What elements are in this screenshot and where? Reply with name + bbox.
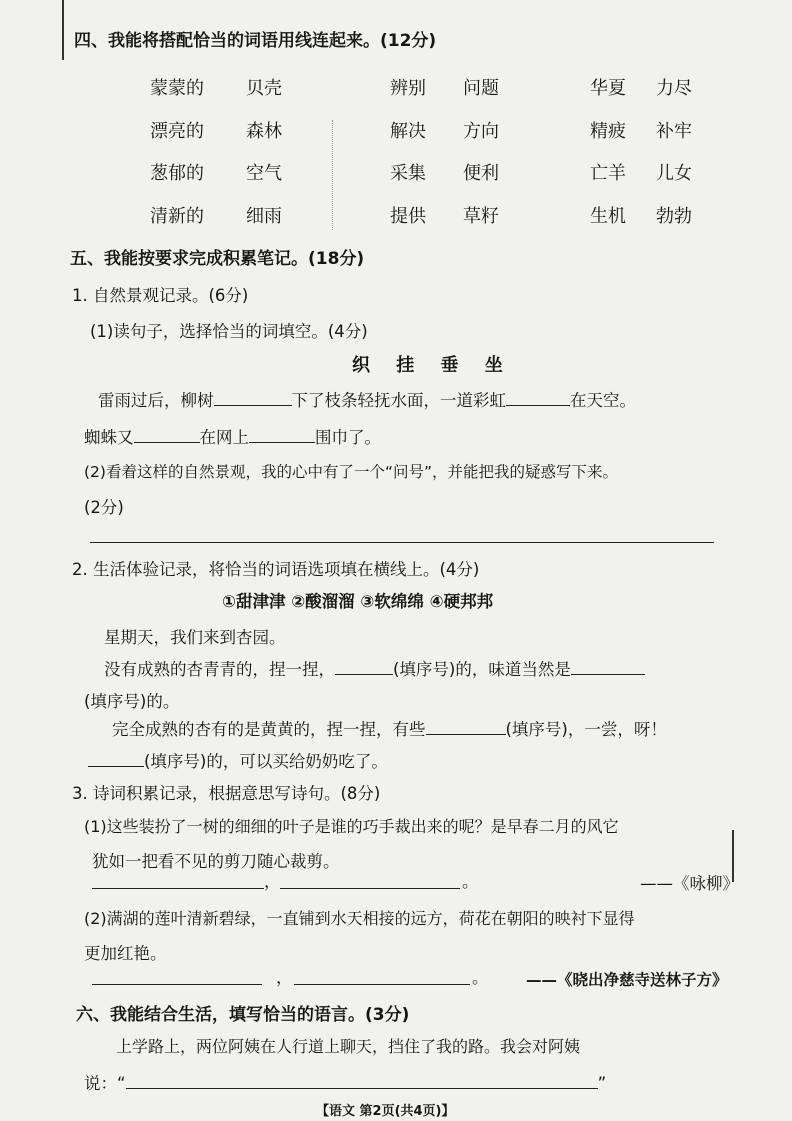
q5-3-title: 3. 诗词积累记录，根据意思写诗句。(8分) <box>72 784 381 803</box>
match-word[interactable]: 草籽 <box>463 205 499 227</box>
q4-group2-right <box>463 68 499 238</box>
answer-blank[interactable] <box>214 389 292 406</box>
q4-group2-left <box>390 68 426 238</box>
match-word[interactable]: 补牢 <box>656 120 692 142</box>
match-word[interactable]: 细雨 <box>246 205 282 227</box>
period: 。 <box>472 968 489 987</box>
q5-1-sentence-1: 雷雨过后，柳树 下了枝条轻抚水面，一道彩虹 在天空。 <box>98 391 636 410</box>
poem-source: ——《咏柳》 <box>640 874 739 893</box>
q5-2-line-3: (填序号)的。 <box>84 692 180 711</box>
q5-3-1-line-2: 犹如一把看不见的剪刀随心裁剪。 <box>92 852 340 871</box>
answer-blank[interactable] <box>571 658 645 675</box>
poem-source: ——《晓出净慈寺送林子方》 <box>526 971 728 989</box>
q5-2-line-4: 完全成熟的杏有的是黄黄的，捏一捏，有些 (填序号)，一尝，呀！ <box>112 720 667 739</box>
word-bank: 织 挂 垂 坐 <box>352 355 513 376</box>
column-divider <box>332 120 333 230</box>
match-word[interactable]: 清新的 <box>150 205 204 227</box>
q5-3-1-line-1: (1)这些装扮了一树的细细的叶子是谁的巧手裁出来的呢？是早春二月的风它 <box>84 817 619 836</box>
match-word[interactable]: 辨别 <box>390 78 426 99</box>
poem-answer-line[interactable] <box>280 888 460 889</box>
answer-blank[interactable] <box>335 658 393 675</box>
q4-title: 四、我能将搭配恰当的词语用线连起来。(12分) <box>74 31 437 51</box>
match-word[interactable]: 问题 <box>463 78 499 99</box>
poem-answer-line[interactable] <box>92 984 262 985</box>
answer-blank[interactable] <box>88 750 144 767</box>
match-word[interactable]: 空气 <box>246 163 282 184</box>
answer-blank[interactable] <box>134 426 200 443</box>
match-word[interactable]: 贝壳 <box>246 78 282 99</box>
poem-answer-line[interactable] <box>92 888 264 889</box>
q5-2-line-2: 没有成熟的杏青青的，捏一捏， (填序号)的，味道当然是 <box>104 656 645 680</box>
match-word[interactable]: 蒙蒙的 <box>150 78 204 99</box>
match-word[interactable]: 华夏 <box>590 78 626 99</box>
match-word[interactable]: 力尽 <box>656 78 692 99</box>
q5-1-title: 1. 自然景观记录。(6分) <box>72 286 249 305</box>
q5-3-2-line-2: 更加红艳。 <box>84 944 167 963</box>
match-word[interactable]: 精疲 <box>590 120 626 142</box>
answer-blank[interactable] <box>249 426 315 443</box>
q4-group3-right <box>656 68 692 238</box>
match-word[interactable]: 儿女 <box>656 163 692 184</box>
q5-1-2-score: (2分) <box>84 498 124 517</box>
answer-line[interactable] <box>90 542 714 543</box>
match-word[interactable]: 提供 <box>390 205 426 227</box>
match-word[interactable]: 亡羊 <box>590 163 626 184</box>
q4-group1-left <box>150 68 204 238</box>
q5-1-sentence-2: 蜘蛛又 在网上 围巾了。 <box>84 428 381 447</box>
option-list: ①甜津津 ②酸溜溜 ③软绵绵 ④硬邦邦 <box>222 592 494 611</box>
match-word[interactable]: 勃勃 <box>656 205 692 227</box>
comma: ， <box>276 968 293 987</box>
answer-blank[interactable] <box>506 389 570 406</box>
q6-line-2: 说：“ ” <box>84 1074 607 1093</box>
q6-line-1: 上学路上，两位阿姨在人行道上聊天，挡住了我的路。我会对阿姨 <box>116 1037 581 1056</box>
q4-group1-right <box>246 68 282 238</box>
answer-blank[interactable] <box>126 1072 598 1089</box>
match-word[interactable]: 葱郁的 <box>150 163 204 184</box>
match-word[interactable]: 漂亮的 <box>150 120 204 142</box>
comma: ， <box>264 872 281 891</box>
q5-2-title: 2. 生活体验记录，将恰当的词语选项填在横线上。(4分) <box>72 560 480 579</box>
q4-group3-left <box>590 68 626 238</box>
match-word[interactable]: 森林 <box>246 120 282 142</box>
match-word[interactable]: 便利 <box>463 163 499 184</box>
page-footer: 【语文 第2页(共4页)】 <box>316 1104 455 1119</box>
answer-blank[interactable] <box>426 718 506 735</box>
period: 。 <box>462 872 479 891</box>
match-word[interactable]: 采集 <box>390 163 426 184</box>
match-word[interactable]: 生机 <box>590 205 626 227</box>
match-word[interactable]: 方向 <box>463 120 499 142</box>
page-edge-line <box>62 0 64 60</box>
q5-title: 五、我能按要求完成积累笔记。(18分) <box>70 249 365 269</box>
match-word[interactable]: 解决 <box>390 120 426 142</box>
q6-title: 六、我能结合生活，填写恰当的语言。(3分) <box>76 1005 410 1025</box>
q5-2-line-5: (填序号)的，可以买给奶奶吃了。 <box>88 748 388 772</box>
poem-answer-line[interactable] <box>294 984 470 985</box>
q5-2-line-1: 星期天，我们来到杏园。 <box>104 628 286 647</box>
q5-3-2-line-1: (2)满湖的莲叶清新碧绿，一直铺到水天相接的远方，荷花在朝阳的映衬下显得 <box>84 909 635 928</box>
q5-1-2-title: (2)看着这样的自然景观，我的心中有了一个“问号”，并能把我的疑惑写下来。 <box>84 463 619 481</box>
q5-1-1-title: (1)读句子，选择恰当的词填空。(4分) <box>90 322 368 341</box>
